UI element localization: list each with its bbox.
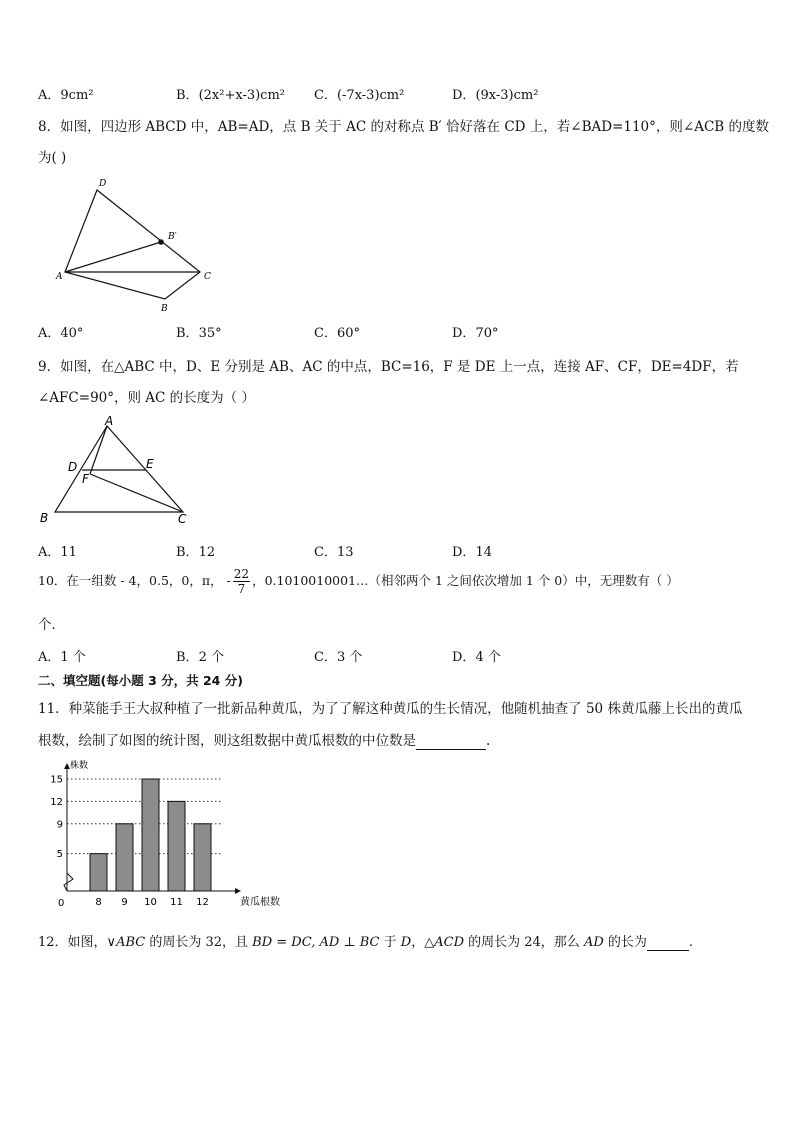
- q9-label-c: C: [178, 512, 187, 526]
- q12-text-5: 的长为: [603, 935, 647, 950]
- q10-fraction: [233, 567, 250, 596]
- chart-bar: [194, 824, 211, 891]
- q9-option-b: B．12: [176, 545, 216, 560]
- chart-y-tick-label: 5: [56, 849, 63, 861]
- q8-point-b-prime: [158, 239, 164, 245]
- chart-bar: [90, 854, 107, 891]
- q8-option-a: A．40°: [38, 326, 84, 341]
- q12-triangle-symbol: ∨: [106, 935, 117, 950]
- chart-x-tick-label: 8: [95, 897, 102, 908]
- q8-stem-line1: 8．如图，四边形 ABCD 中，AB=AD，点 B 关于 AC 的对称点 B′ 恰好落在 CD 上，若∠BAD=110°，则∠ACB 的度数: [38, 119, 770, 135]
- section-title-fill-in: 二、填空题(每小题 3 分，共 24 分): [38, 673, 243, 688]
- q10-option-a: A．1 个: [38, 650, 86, 665]
- q8-figure: [55, 175, 225, 315]
- q12-text-3: ，: [411, 935, 425, 950]
- q12-condition: BD = DC, AD ⊥ BC: [252, 935, 380, 950]
- q10-option-d: D．4 个: [452, 650, 501, 665]
- q10-frac-num: 22: [233, 567, 250, 581]
- q11-bar-chart: [40, 756, 300, 912]
- q9-option-d: D．14: [452, 545, 492, 560]
- chart-x-tick-label: 9: [121, 897, 128, 908]
- q9-stem-line1: 9．如图，在△ABC 中，D、E 分别是 AB、AC 的中点，BC=16，F 是 DE 上一点，连接 AF、CF，DE=4DF，若: [38, 359, 739, 375]
- q9-option-c: C．13: [314, 545, 354, 560]
- q12-text-1: 的周长为 32，且: [145, 935, 253, 950]
- q8-option-b: B．35°: [176, 326, 222, 341]
- chart-y-tick-label: 9: [56, 819, 63, 831]
- chart-x-label: 黄瓜根数: [240, 897, 280, 908]
- q10-stem-line2: 个．: [38, 617, 65, 633]
- q9-label-a: A: [105, 414, 114, 428]
- q11-answer-blank[interactable]: [416, 733, 486, 750]
- q8-option-d: D．70°: [452, 326, 499, 341]
- q11-stem-line2: [38, 729, 490, 750]
- q8-stem-line2: 为( ): [38, 150, 67, 166]
- q8-label-c: C: [204, 272, 211, 282]
- q12-text-4: 的周长为 24，那么: [464, 935, 584, 950]
- q10-option-c: C．3 个: [314, 650, 363, 665]
- chart-y-label: 株数: [70, 761, 89, 771]
- q9-label-f: F: [82, 472, 89, 486]
- q10-frac-den: 7: [237, 582, 246, 596]
- q12-segment-ad: AD: [583, 935, 604, 950]
- chart-y-tick-label: 15: [50, 774, 63, 786]
- q9-figure: [35, 412, 205, 530]
- q9-segment-cf: [90, 474, 183, 512]
- q11-line2-text: 根数，绘制了如图的统计图，则这组数据中黄瓜根数的中位数是: [38, 733, 416, 749]
- q10-stem-line1: [38, 567, 679, 596]
- q12-triangle-acd: △ACD: [424, 935, 464, 950]
- q9-option-a: A．11: [38, 545, 77, 560]
- q12-point-d: D: [400, 935, 412, 950]
- q8-segment-ab-prime: [65, 242, 161, 272]
- q10-suffix: ，0.1010010001…（相邻两个 1 之间依次增加 1 个 0）中，无理数有（ ）: [252, 573, 679, 588]
- chart-y-axis-break: [64, 873, 73, 891]
- q7-option-c: C．(-7x-3)cm²: [314, 88, 405, 103]
- q10-option-b: B．2 个: [176, 650, 224, 665]
- q12-end: .: [688, 935, 694, 950]
- q8-option-c: C．60°: [314, 326, 360, 341]
- chart-origin-label: 0: [58, 898, 65, 909]
- q7-option-a: A．9cm²: [38, 88, 94, 103]
- q8-label-a: A: [56, 272, 63, 282]
- chart-bar: [142, 779, 159, 891]
- q7-option-d: D．(9x-3)cm²: [452, 88, 539, 103]
- q11-stem-line1: 11．种菜能手王大叔种植了一批新品种黄瓜，为了了解这种黄瓜的生长情况，他随机抽查了 50 株黄瓜藤上长出的黄瓜: [38, 701, 743, 717]
- chart-x-tick-label: 12: [196, 897, 209, 908]
- q9-label-d: D: [68, 460, 78, 474]
- q8-label-d: D: [99, 179, 107, 189]
- chart-bar: [168, 801, 185, 891]
- q9-label-b: B: [40, 511, 49, 525]
- chart-x-ticks: [95, 897, 209, 908]
- q9-stem-line2: ∠AFC=90°，则 AC 的长度为（ ）: [38, 390, 255, 406]
- chart-bar: [116, 824, 133, 891]
- q8-quad-abcd: [65, 190, 200, 299]
- q9-label-e: E: [146, 457, 154, 471]
- q12-text-2: 于: [379, 935, 401, 950]
- q10-prefix: 10．在一组数 - 4，0.5，0，π， -: [38, 573, 231, 588]
- chart-bars: [90, 779, 211, 891]
- q8-label-b-prime: B′: [168, 232, 177, 242]
- q12-prefix: 12．如图，: [38, 935, 107, 950]
- chart-y-tick-label: 12: [50, 796, 63, 808]
- q8-label-b: B: [161, 304, 168, 314]
- q7-option-b: B．(2x²+x-3)cm²: [176, 88, 285, 103]
- q12-stem: [38, 931, 693, 951]
- chart-x-tick-label: 10: [144, 897, 157, 908]
- q11-line2-end: .: [486, 733, 491, 749]
- q12-abc: ABC: [116, 935, 146, 950]
- q12-answer-blank[interactable]: [647, 935, 689, 951]
- chart-y-ticks: [50, 775, 63, 861]
- chart-x-tick-label: 11: [170, 897, 183, 908]
